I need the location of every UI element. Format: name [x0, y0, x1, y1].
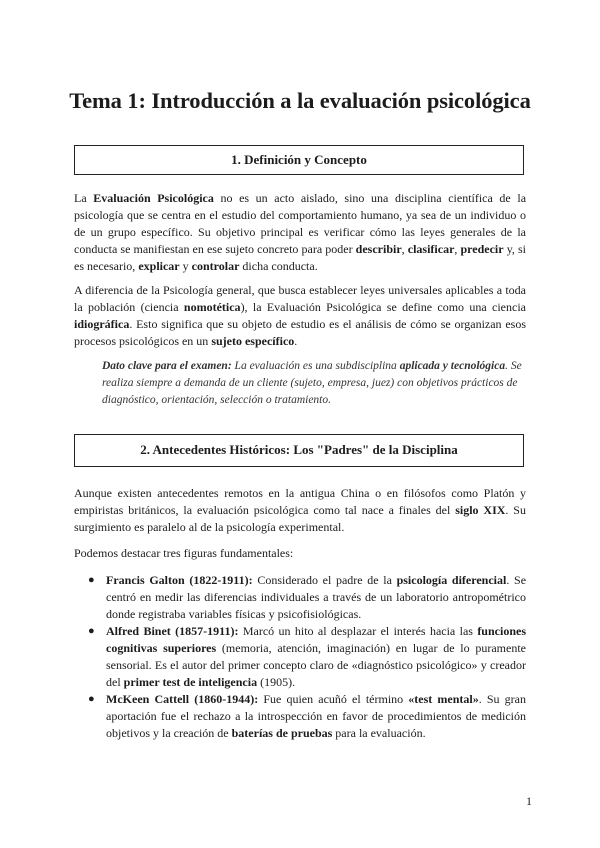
list-item-binet — [74, 623, 526, 691]
bold-text: Evaluación Psicológica — [93, 191, 214, 205]
list-item-galton — [74, 572, 526, 623]
bold-text: baterías de pruebas — [231, 726, 333, 740]
text: , — [401, 242, 408, 256]
text: . Se centró en medir las diferencias individuales a través de un laboratorio antropométrico donde registraba variables físicas y psicofisiológicas. — [106, 573, 527, 621]
text: . Su surgimiento es paralelo al de la psicología experimental. — [74, 503, 526, 534]
section-heading-antecedentes — [74, 434, 524, 467]
section-heading-text: 1. Definición y Concepto — [231, 152, 367, 167]
bold-text: clasificar — [407, 242, 455, 256]
bullet-icon: ● — [88, 574, 95, 586]
text: . Esto significa que su objeto de estudio es el análisis de cómo se organizan esos procesos psicológicos en un — [74, 317, 526, 348]
text: La evaluación es una subdisciplina — [231, 360, 400, 372]
text: A diferencia de la Psicología general, que busca establecer leyes universales aplicables a toda la población (ciencia — [74, 283, 526, 314]
bold-text: McKeen Cattell (1860-1944): — [106, 692, 259, 706]
text: Aunque existen antecedentes remotos en la antigua China o en filósofos como Platón y empiristas británicos, la evaluación psicológica como tal nace a finales del — [74, 486, 526, 517]
bold-text: explicar — [138, 259, 180, 273]
text: dicha conducta. — [239, 259, 318, 273]
text: . — [294, 334, 298, 348]
bold-text: nomotética — [183, 300, 241, 314]
figures-list — [74, 572, 526, 742]
text: no es un acto aislado, sino una disciplina científica de la psicología que se centra en el estudio del comportamiento humano, ya sea de un individuo o de un grupo específico. Su objetivo principal es verificar cómo las leyes generales de la conducta se manifiestan en ese sujeto concreto para poder — [74, 191, 527, 256]
text: (1905). — [257, 675, 296, 689]
paragraph-definicion — [74, 190, 526, 275]
text: . Su gran aportación fue el rechazo a la introspección en favor de procedimientos de medición objetivos y la creación de — [106, 692, 527, 740]
text: y, si es necesario, — [74, 242, 527, 273]
bold-text: Francis Galton (1822-1911): — [106, 573, 253, 587]
bold-text: describir — [355, 242, 402, 256]
bold-text: controlar — [191, 259, 240, 273]
bold-text: aplicada y tecnológica — [399, 360, 506, 372]
text: . Se realiza siempre a demanda de un cliente (sujeto, empresa, juez) con objetivos prácticos de diagnóstico, orientación, selección o tratamiento. — [102, 360, 522, 406]
bold-text: primer test de inteligencia — [123, 675, 258, 689]
text: Marcó un hito al desplazar el interés hacia las — [238, 624, 478, 638]
exam-key-note — [102, 358, 527, 409]
bold-text: Alfred Binet (1857-1911): — [106, 624, 239, 638]
paragraph-antecedentes — [74, 485, 526, 536]
list-item-cattell — [74, 691, 526, 742]
section-heading-definicion — [74, 145, 524, 175]
text: , — [454, 242, 461, 256]
page-number: 1 — [526, 794, 532, 808]
document-title: Tema 1: Introducción a la evaluación psicológica — [69, 88, 531, 113]
paragraph-idiografica — [74, 282, 526, 350]
bold-text: idiográfica — [74, 317, 130, 331]
bold-text: predecir — [460, 242, 504, 256]
bold-text: «test mental» — [408, 692, 479, 706]
bullet-icon: ● — [88, 625, 95, 637]
bold-text: funciones cognitivas superiores — [106, 624, 526, 655]
bold-text: Dato clave para el examen: — [102, 360, 232, 372]
bold-text: siglo XIX — [455, 503, 506, 517]
text: La — [74, 191, 94, 205]
bold-text: sujeto específico — [211, 334, 295, 348]
paragraph-figuras-intro: Podemos destacar tres figuras fundamentales: — [74, 546, 294, 560]
bold-text: psicología diferencial — [396, 573, 507, 587]
text: (memoria, atención, imaginación) en lugar de lo puramente sensorial. Es el autor del primer concepto claro de «diagnóstico psicológico» y creador del — [106, 641, 526, 689]
bullet-icon: ● — [88, 693, 95, 705]
text: y — [179, 259, 192, 273]
text: Fue quien acuñó el término — [258, 692, 409, 706]
section-heading-text: 2. Antecedentes Históricos: Los "Padres" de la Disciplina — [140, 442, 458, 457]
text: Considerado el padre de la — [252, 573, 397, 587]
text: ), la Evaluación Psicológica se define como una ciencia — [240, 300, 526, 314]
text: para la evaluación. — [332, 726, 426, 740]
